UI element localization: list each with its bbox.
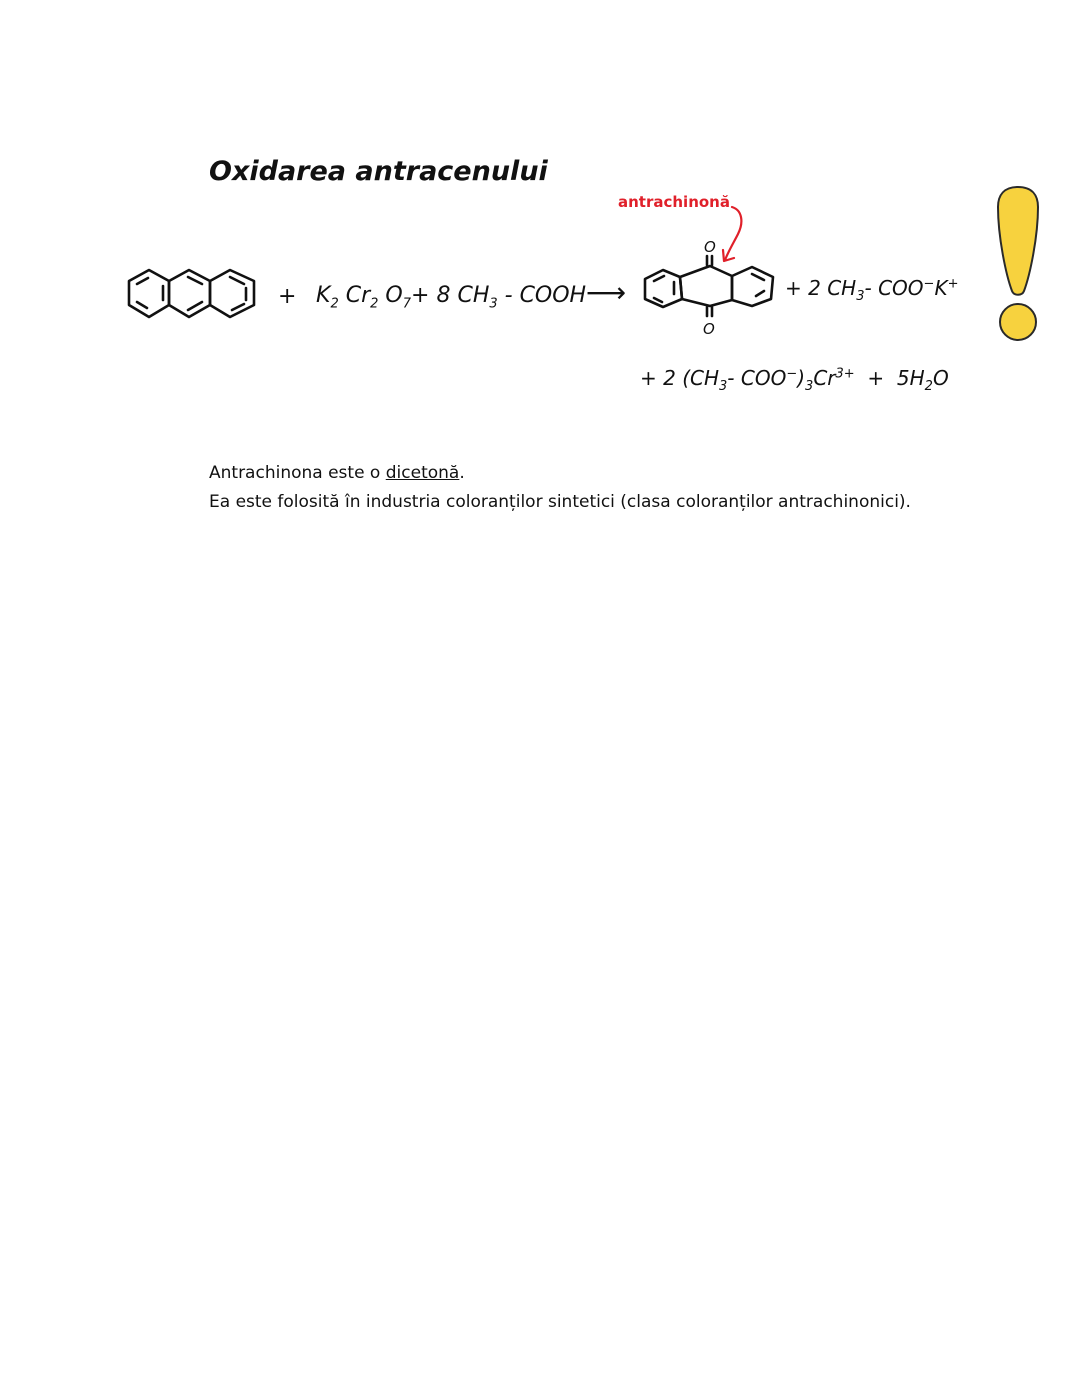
acetic-acid-subscript: 3 [489,296,498,312]
carbonyl-oxygen-top: O [704,238,716,256]
acetic-acid-formula: CH [457,283,490,308]
chromium-acetate-water-line [640,366,949,394]
carbonyl-oxygen-bottom: O [703,320,715,338]
line2-count: 3 [805,379,814,394]
cr-symbol: Cr [345,283,371,308]
anthraquinone-structure-icon [640,236,780,346]
product-label: antrachinonă [618,193,730,211]
potassium-acetate-formula [785,276,958,304]
paragraph-line-1 [209,459,911,488]
potassium-charge: + [947,276,959,292]
line2-minus: − [786,366,798,382]
line2-plus: + [867,366,885,390]
reaction-arrow: ⟶ [586,276,627,309]
line2-prefix: + 2 (CH [640,366,720,390]
paragraph-line-2: Ea este folosită în industria coloranților sintetici (clasa coloranților antrachinonici). [209,492,911,512]
water-o: O [932,366,949,390]
product-2-subscript: 3 [856,289,865,304]
line2-ch3-subscript: 3 [719,379,728,394]
product-2-rest: - COO [864,276,924,300]
acetic-acid-coefficient: 8 [436,283,451,308]
acetate-charge: − [923,276,935,292]
acetic-acid-rest: - COOH [497,283,587,308]
anthracene-structure-icon [126,264,262,324]
plus-sign: + [278,284,297,309]
water-subscript: 2 [924,379,933,394]
line2-mid: - COO [727,366,787,390]
k-symbol: K [316,283,331,308]
potassium-symbol: K [934,276,948,300]
chromium-symbol: Cr [813,366,836,390]
line1-text: Antrachinona este o [209,463,386,483]
line1-period: . [459,463,465,483]
dicetona-term: dicetonă [385,463,460,483]
cr-subscript: 2 [370,296,379,312]
potassium-dichromate-formula [316,283,586,311]
o-symbol: O [385,283,403,308]
line2-close: ) [797,366,806,390]
water-h: H [909,366,925,390]
water-coefficient: 5 [896,366,910,390]
product-2-formula: CH [827,276,857,300]
paragraph [209,459,911,517]
o-subscript: 7 [402,296,412,312]
page-title: Oxidarea antracenului [209,156,548,187]
product-2-prefix: + 2 [785,276,828,300]
plus-sign: + [411,283,430,308]
chromium-charge: 3+ [835,366,855,382]
exclamation-icon [994,185,1042,345]
k-subscript: 2 [330,296,339,312]
